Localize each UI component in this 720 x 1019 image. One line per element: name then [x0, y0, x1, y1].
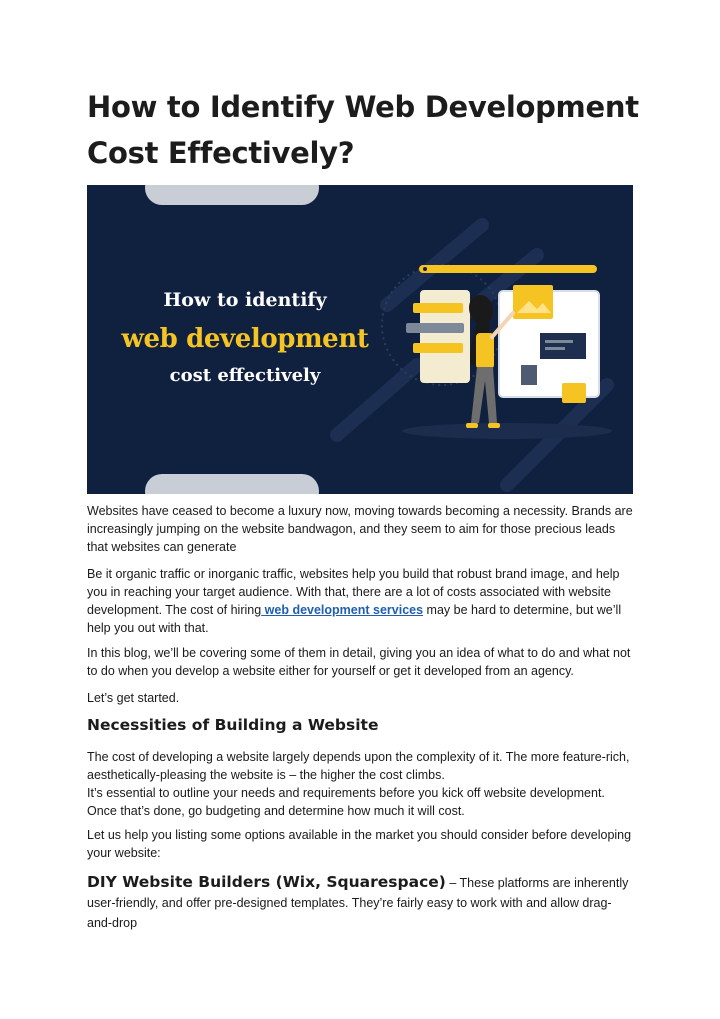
screen-icon: [540, 333, 586, 359]
header-bar-graphic: [419, 265, 597, 273]
traffic-paragraph-tail: may be hard to determine, but we’ll help you out with that.: [87, 603, 622, 635]
image-icon: [513, 285, 553, 319]
get-started-text: Let’s get started.: [87, 691, 180, 705]
traffic-paragraph-text: Be it organic traffic or inorganic traffic, websites help you build that robust brand image, and help you in reaching your target audience. With that, there are a lot of costs associated with website development. The cost of hiring: [87, 567, 620, 617]
hero-text-line-1: How to identify: [163, 289, 327, 311]
diy-builders-heading: DIY Website Builders (Wix, Squarespace): [87, 873, 446, 891]
page-title: How to Identify Web Development Cost Effectively?: [87, 90, 639, 170]
blog-overview-paragraph: In this blog, we’ll be covering some of them in detail, giving you an idea of what to do and what not to do when you develop a website either for yourself or get it developed from an agency.: [87, 646, 631, 678]
folder-icon: [562, 383, 586, 403]
top-pill-decoration: [145, 185, 319, 205]
cost-paragraph-line-2: It’s essential to outline your needs and requirements before you kick off website development. Once that’s done, go budgeting and determine how much it will cost.: [87, 786, 605, 818]
diy-builders-text: – These platforms are inherently user-friendly, and offer pre-designed templates. They’re fairly easy to work with and allow drag-and-drop: [87, 876, 629, 930]
section-heading: Necessities of Building a Website: [87, 716, 379, 734]
hero-text-line-2: web development: [121, 324, 369, 354]
web-development-services-link[interactable]: web development services: [261, 603, 424, 617]
hero-text-line-3: cost effectively: [169, 365, 321, 386]
cost-paragraph: [87, 748, 635, 820]
bottom-pill-decoration: [145, 474, 319, 494]
intro-paragraph: Websites have ceased to become a luxury now, moving towards becoming a necessity. Brands are increasingly jumping on the website bandwagon, and they seem to aim for those precious leads that websites can generate: [87, 504, 633, 554]
document-icon: [521, 365, 537, 385]
traffic-paragraph: [87, 565, 635, 637]
diy-builders-paragraph: [87, 872, 635, 933]
options-paragraph: Let us help you listing some options available in the market you should consider before developing your website:: [87, 828, 632, 860]
cost-paragraph-line-1: The cost of developing a website largely depends upon the complexity of it. The more feature-rich, aesthetically-pleasing the website is – the higher the cost climbs.: [87, 750, 630, 782]
hero-banner-image: [87, 185, 633, 494]
